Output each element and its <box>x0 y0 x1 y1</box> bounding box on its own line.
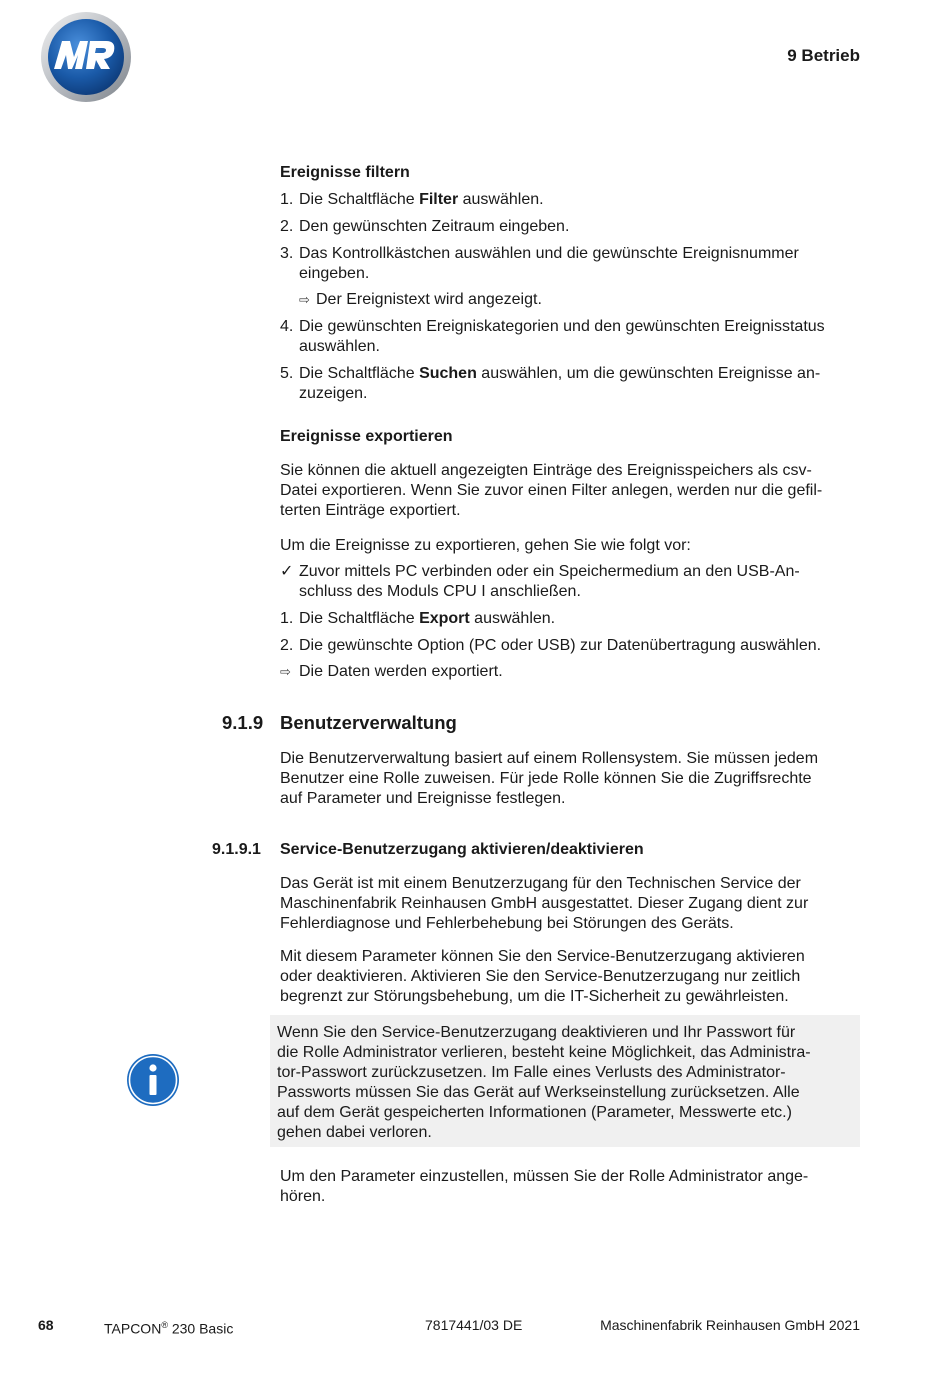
paragraph-line: auf Parameter und Ereignisse festlegen. <box>280 790 566 807</box>
result-arrow-icon: ⇨ <box>280 664 291 679</box>
step-number: 2. <box>280 218 294 235</box>
step-number: 4. <box>280 318 294 335</box>
filter-step-2 <box>280 217 862 237</box>
paragraph-line: Datei exportieren. Wenn Sie zuvor einen Filter anlegen, werden nur die gefil- <box>280 482 823 499</box>
company-logo <box>40 11 132 103</box>
section-title: Benutzerverwaltung <box>280 712 457 733</box>
check-icon: ✓ <box>280 563 294 580</box>
prereq-line: schluss des Moduls CPU I anschließen. <box>299 583 581 600</box>
export-paragraph-2: Um die Ereignisse zu exportieren, gehen Sie wie folgt vor: <box>280 537 691 554</box>
footer-company: Maschinenfabrik Reinhausen GmbH 2021 <box>600 1317 860 1333</box>
filter-result-3 <box>280 290 881 310</box>
paragraph-line: Fehlerdiagnose und Fehlerbehebung bei Störungen des Geräts. <box>280 915 734 932</box>
paragraph-line: oder deaktivieren. Aktivieren Sie den Service-Benutzerzugang nur zeitlich <box>280 968 801 985</box>
footer-product <box>104 1315 233 1339</box>
step-text-line: auswählen. <box>299 338 380 355</box>
paragraph-line: Die Benutzerverwaltung basiert auf einem Rollensystem. Sie müssen jedem <box>280 750 819 767</box>
note-line: Wenn Sie den Service-Benutzerzugang deaktivieren und Ihr Passwort für <box>277 1024 796 1041</box>
paragraph-line: Mit diesem Parameter können Sie den Service-Benutzerzugang aktivieren <box>280 948 805 965</box>
note-line: auf dem Gerät gespeicherten Informationen (Parameter, Messwerte etc.) <box>277 1104 792 1121</box>
step-text-line: zuzeigen. <box>299 385 368 402</box>
subsection-paragraph-2 <box>280 947 862 1007</box>
prereq-line: Zuvor mittels PC verbinden oder ein Speichermedium an den USB-An- <box>299 563 800 580</box>
info-icon <box>126 1053 180 1107</box>
step-number: 1. <box>280 610 294 627</box>
paragraph-line: Das Gerät ist mit einem Benutzerzugang für den Technischen Service der <box>280 875 801 892</box>
step-text: auswählen. <box>469 610 556 627</box>
step-text: Die Schaltfläche <box>299 610 420 627</box>
step-number: 3. <box>280 245 294 262</box>
subsection-number: 9.1.9.1 <box>212 841 261 858</box>
step-text: auswählen. <box>458 191 544 208</box>
product-model: 230 Basic <box>167 1320 234 1337</box>
export-result <box>280 662 862 682</box>
note-line: die Rolle Administrator verlieren, besteht keine Möglichkeit, das Administra- <box>277 1044 811 1061</box>
note-line: Passworts müssen Sie das Gerät auf Werkseinstellung zurücksetzen. Alle <box>277 1084 800 1101</box>
result-text: Die Daten werden exportiert. <box>299 663 503 680</box>
step-text-line: Die gewünschten Ereigniskategorien und den gewünschten Ereignisstatus <box>299 318 825 335</box>
filter-step-5 <box>280 364 862 404</box>
ui-term-filter: Filter <box>419 191 459 208</box>
note-line: tor-Passwort zurückzusetzen. Im Falle eines Verlusts des Administrator- <box>277 1064 786 1081</box>
paragraph-line: hören. <box>280 1188 326 1205</box>
page-number: 68 <box>38 1317 54 1333</box>
registered-mark: ® <box>161 1320 168 1330</box>
paragraph-line: Maschinenfabrik Reinhausen GmbH ausgestattet. Dieser Zugang dient zur <box>280 895 809 912</box>
step-text-line <box>280 364 862 384</box>
step-text: auswählen, um die gewünschten Ereignisse an- <box>476 365 821 382</box>
export-heading: Ereignisse exportieren <box>280 428 453 445</box>
step-number: 5. <box>280 365 294 382</box>
ui-term-export: Export <box>419 610 470 627</box>
section-919-paragraph <box>280 749 862 809</box>
step-number: 1. <box>280 191 294 208</box>
filter-step-4 <box>280 317 862 357</box>
note-line: gehen dabei verloren. <box>277 1124 432 1141</box>
product-name: TAPCON <box>104 1320 162 1337</box>
subsection-paragraph-1 <box>280 874 862 934</box>
step-text: Den gewünschten Zeitraum eingeben. <box>299 218 570 235</box>
subsection-paragraph-3 <box>280 1167 862 1207</box>
info-note-text <box>277 1023 857 1143</box>
paragraph-line: begrenzt zur Störungsbehebung, um die IT-Sicherheit zu gewährleisten. <box>280 988 789 1005</box>
export-paragraph-1 <box>280 461 862 521</box>
paragraph-line: Um den Parameter einzustellen, müssen Sie der Rolle Administrator ange- <box>280 1168 809 1185</box>
step-text: Die gewünschte Option (PC oder USB) zur Datenübertragung auswählen. <box>299 637 822 654</box>
footer-document-number: 7817441/03 DE <box>425 1317 523 1333</box>
chapter-header: 9 Betrieb <box>787 46 860 65</box>
step-text: Die Schaltfläche <box>299 191 420 208</box>
export-step-1 <box>280 609 862 629</box>
filter-step-1 <box>280 190 862 210</box>
filter-heading: Ereignisse filtern <box>280 164 410 181</box>
paragraph-line: Benutzer eine Rolle zuweisen. Für jede Rolle können Sie die Zugriffsrechte <box>280 770 812 787</box>
result-text: Der Ereignistext wird angezeigt. <box>316 291 542 308</box>
step-number: 2. <box>280 637 294 654</box>
subsection-title: Service-Benutzerzugang aktivieren/deaktivieren <box>280 841 644 858</box>
result-arrow-icon: ⇨ <box>299 292 310 307</box>
export-prerequisite <box>280 562 862 602</box>
paragraph-line: terten Einträge exportiert. <box>280 502 461 519</box>
ui-term-suchen: Suchen <box>419 365 477 382</box>
paragraph-line: Sie können die aktuell angezeigten Einträge des Ereignisspeichers als csv- <box>280 462 812 479</box>
step-text-line: Das Kontrollkästchen auswählen und die gewünschte Ereignisnummer <box>299 245 799 262</box>
step-text: Die Schaltfläche <box>299 365 420 382</box>
info-note-box <box>270 1015 860 1147</box>
export-step-2 <box>280 636 862 656</box>
section-number: 9.1.9 <box>222 712 264 733</box>
step-text-line: eingeben. <box>299 265 370 282</box>
filter-step-3 <box>280 244 862 284</box>
